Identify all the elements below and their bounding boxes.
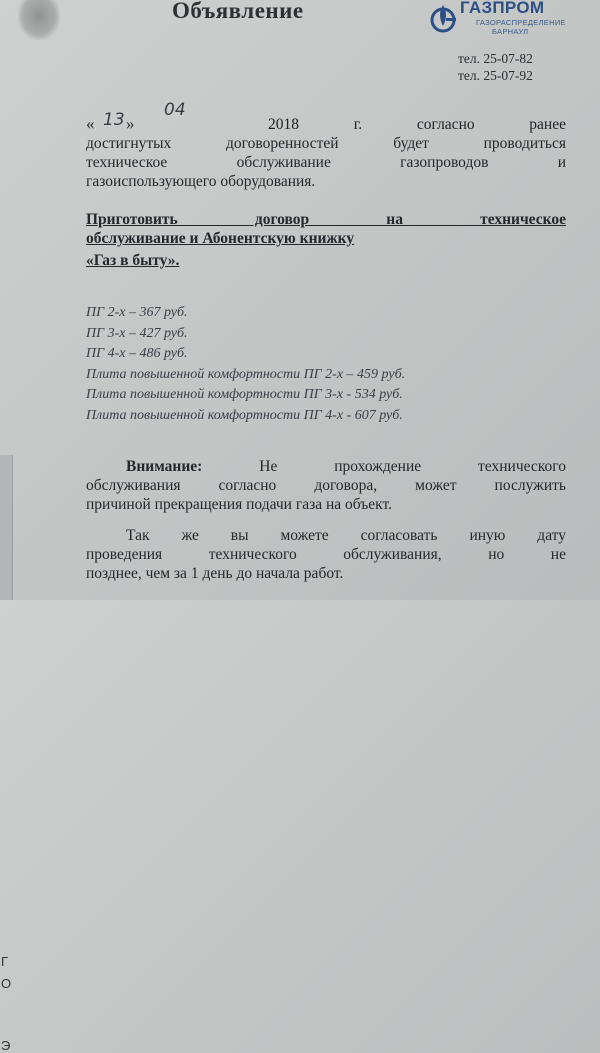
- intro-first-line: 2018 г. согласно ранее: [268, 116, 566, 133]
- price-item: Плита повышенной комфортности ПГ 3-х - 534 руб.: [86, 387, 403, 402]
- price-item: Плита повышенной комфортности ПГ 2-х – 459 руб.: [86, 366, 406, 382]
- text-line: газоиспользующего оборудования.: [86, 173, 316, 190]
- phone-number: тел. 25-07-92: [458, 68, 533, 83]
- price-item: Плита повышенной комфортности ПГ 4-х - 607 руб.: [86, 407, 403, 423]
- warning-paragraph: [86, 457, 566, 514]
- price-item: ПГ 3-х – 427 руб.: [86, 325, 188, 341]
- intro-paragraph: [86, 134, 566, 191]
- date-close-quote: »: [126, 114, 135, 133]
- price-list: [86, 303, 405, 426]
- logo-subtitle: ГАЗОРАСПРЕДЕЛЕНИЕ: [476, 18, 566, 27]
- note-paragraph: [86, 526, 566, 583]
- text-line: техническое обслуживание газопроводов и: [86, 154, 566, 171]
- text-line: «Газ в быту».: [86, 252, 180, 269]
- warning-text: Не прохождение технического: [259, 458, 566, 475]
- handwritten-month: 04: [164, 100, 186, 120]
- warning-first-line: [86, 457, 566, 476]
- warning-label: Внимание:: [126, 458, 203, 475]
- text-line: Приготовить договор на техническое: [86, 211, 566, 228]
- text-line: обслуживания согласно договора, может послужить: [86, 477, 566, 494]
- text-line: позднее, чем за 1 день до начала работ.: [86, 565, 344, 582]
- text-line: обслуживание и Абонентскую книжку: [86, 230, 355, 247]
- prepare-instruction: [86, 210, 566, 270]
- text-line: проведения технического обслуживания, но не: [86, 546, 566, 563]
- edge-char: Г: [1, 954, 9, 969]
- logo-city: БАРНАУЛ: [492, 27, 529, 36]
- edge-char: Э: [1, 1038, 11, 1053]
- text-line: достигнутых договоренностей будет проводиться: [86, 135, 566, 152]
- date-open-quote: «: [86, 114, 95, 133]
- page-title: Объявление: [172, 0, 304, 23]
- price-item: ПГ 2-х – 367 руб.: [86, 305, 188, 320]
- logo-wordmark: ГАЗПРОМ: [460, 0, 545, 17]
- text-line: причиной прекращения подачи газа на объект.: [86, 496, 392, 513]
- price-item: ПГ 4-х – 486 руб.: [86, 346, 188, 361]
- handwritten-day: 13: [103, 110, 125, 130]
- edge-char: О: [1, 976, 12, 991]
- gazprom-logo: [430, 0, 575, 38]
- text-line: Так же вы можете согласовать иную дату: [126, 527, 566, 544]
- phone-number: тел. 25-07-82: [458, 51, 533, 66]
- gazprom-flame-icon: [430, 2, 460, 34]
